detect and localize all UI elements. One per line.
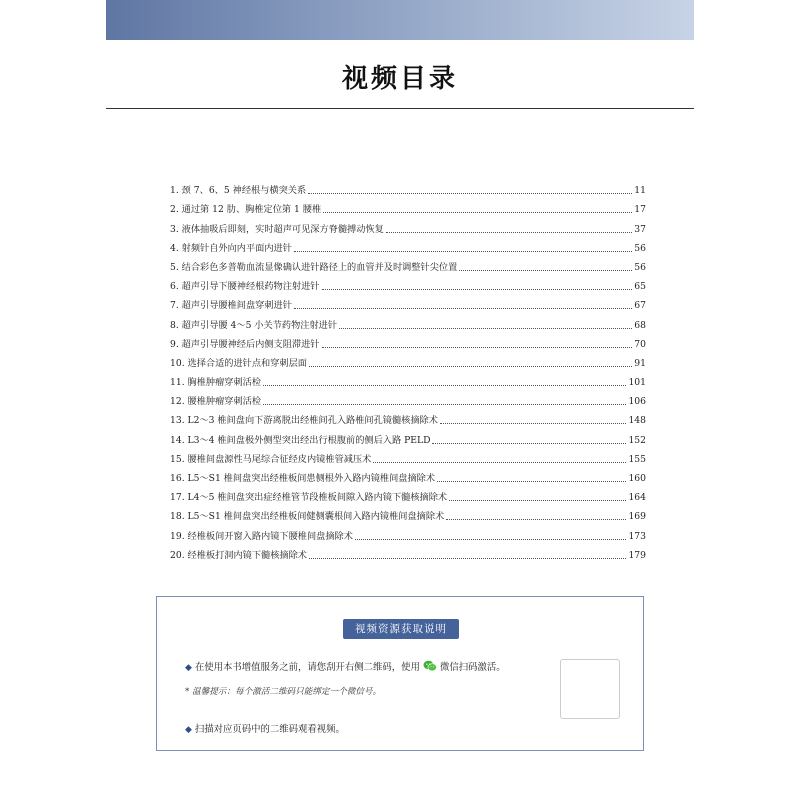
toc-entry-page: 11 — [634, 185, 646, 197]
toc-leader-dots — [432, 443, 626, 444]
toc-entry-title: 19. 经椎板间开窗入路内镜下腰椎间盘摘除术 — [170, 530, 353, 542]
toc-entry[interactable] — [170, 236, 646, 255]
instruction-1-suffix: 微信扫码激活。 — [439, 662, 506, 673]
video-resource-box — [156, 596, 644, 751]
toc-entry-title: 3. 液体抽吸后即刻，实时超声可见深方脊髓搏动恢复 — [170, 223, 384, 235]
toc-entry-title: 8. 超声引导腰 4～5 小关节药物注射进针 — [170, 319, 338, 331]
toc-entry-page: 70 — [634, 338, 646, 350]
toc-leader-dots — [440, 423, 627, 424]
toc-entry-page: 160 — [628, 473, 646, 484]
toc-entry-title: 11. 胸椎肿瘤穿刺活检 — [170, 377, 262, 389]
toc-leader-dots — [437, 481, 626, 482]
toc-entry-title: 20. 经椎板打洞内镜下髓核摘除术 — [170, 549, 307, 561]
toc-entry-title: 15. 腰椎间盘源性马尾综合征经皮内镜椎管减压术 — [170, 453, 372, 465]
toc-leader-dots — [308, 193, 632, 194]
toc-entry-title: 6. 超声引导下腰神经根药物注射进针 — [170, 281, 320, 293]
toc-leader-dots — [322, 347, 633, 348]
toc-entry-title: 4. 射频针自外向内平面内进针 — [170, 242, 292, 254]
video-box-title: 视频资源获取说明 — [343, 619, 459, 639]
toc-entry-title: 14. L3～4 椎间盘极外侧型突出经出行根腹前的侧后入路 PELD — [170, 434, 431, 446]
toc-entry[interactable] — [170, 389, 646, 408]
toc-entry-page: 65 — [634, 281, 646, 293]
toc-leader-dots — [294, 251, 632, 252]
toc-leader-dots — [322, 289, 633, 290]
toc-entry[interactable] — [170, 543, 646, 562]
toc-entry-title: 10. 选择合适的进针点和穿刺层面 — [170, 357, 307, 369]
toc-leader-dots — [263, 385, 626, 386]
toc-entry-page: 37 — [634, 223, 646, 235]
instruction-2-text: 扫描对应页码中的二维码观看视频。 — [194, 724, 345, 735]
toc-entry-page: 17 — [634, 204, 646, 216]
toc-entry[interactable] — [170, 312, 646, 331]
toc-entry-page: 91 — [634, 357, 646, 369]
reminder-note: * 温馨提示：每个激活二维码只能绑定一个微信号。 — [185, 687, 382, 697]
toc-leader-dots — [323, 212, 632, 213]
toc-entry-page: 56 — [634, 261, 646, 273]
toc-entry-page: 155 — [628, 453, 646, 465]
toc-entry-title: 12. 腰椎肿瘤穿刺活检 — [170, 396, 262, 408]
toc-leader-dots — [263, 404, 626, 405]
toc-leader-dots — [446, 519, 626, 520]
toc-leader-dots — [355, 539, 627, 540]
toc-entry[interactable] — [170, 293, 646, 312]
toc-entry-page: 101 — [628, 377, 646, 389]
toc-entry[interactable] — [170, 427, 646, 446]
toc-leader-dots — [339, 328, 632, 329]
wechat-icon — [423, 660, 437, 672]
instruction-1-text: 在使用本书增值服务之前，请您刮开右侧二维码，使用 — [194, 662, 420, 673]
page-title: 视频目录 — [341, 64, 458, 94]
toc-entry-title: 18. L5～S1 椎间盘突出经椎板间健侧囊根间入路内镜椎间盘摘除术 — [170, 511, 445, 523]
toc-leader-dots — [459, 270, 632, 271]
toc-entry[interactable] — [170, 332, 646, 351]
toc-entry[interactable] — [170, 274, 646, 293]
toc-leader-dots — [294, 308, 632, 309]
toc-entry-title: 17. L4～5 椎间盘突出症经椎管节段椎板间隙入路内镜下髓核摘除术 — [170, 492, 448, 504]
toc-entry-page: 148 — [628, 415, 646, 427]
toc-entry[interactable] — [170, 370, 646, 389]
toc-entry-page: 179 — [628, 549, 646, 561]
toc-entry[interactable] — [170, 178, 646, 197]
toc-entry[interactable] — [170, 504, 646, 523]
toc-entry[interactable] — [170, 255, 646, 274]
toc-leader-dots — [309, 558, 626, 559]
toc-entry[interactable] — [170, 485, 646, 504]
toc-entry-page: 152 — [628, 434, 646, 446]
toc-leader-dots — [449, 500, 626, 501]
diamond-bullet-icon: ◆ — [185, 663, 192, 673]
toc-entry-title: 5. 结合彩色多普勒血流显像确认进针路径上的血管并及时调整针尖位置 — [170, 261, 458, 273]
toc-entry-page: 67 — [634, 300, 646, 312]
toc-entry-title: 16. L5～S1 椎间盘突出经椎板间患侧根外入路内镜椎间盘摘除术 — [170, 473, 436, 484]
toc-entry-title: 13. L2～3 椎间盘向下游离脱出经椎间孔入路椎间孔镜髓核摘除术 — [170, 415, 438, 427]
title-area — [106, 40, 694, 108]
toc-leader-dots — [386, 232, 632, 233]
toc-entry-title: 2. 通过第 12 肋、胸椎定位第 1 腰椎 — [170, 204, 322, 216]
instruction-line-1 — [185, 659, 506, 673]
toc-entry-title: 7. 超声引导腰椎间盘穿刺进针 — [170, 300, 292, 312]
toc-leader-dots — [309, 366, 632, 367]
title-divider — [106, 108, 694, 109]
toc-entry-page: 173 — [628, 530, 646, 542]
toc-entry[interactable] — [170, 216, 646, 235]
toc-entry[interactable] — [170, 523, 646, 542]
diamond-bullet-icon: ◆ — [185, 725, 192, 735]
toc-entry-page: 169 — [628, 511, 646, 523]
toc-entry-page: 68 — [634, 319, 646, 331]
qr-code-placeholder[interactable] — [560, 659, 620, 719]
table-of-contents — [170, 178, 646, 562]
toc-leader-dots — [373, 462, 626, 463]
toc-entry-title: 1. 颈 7、6、5 神经根与横突关系 — [170, 185, 307, 197]
toc-entry[interactable] — [170, 466, 646, 485]
header-band — [106, 0, 694, 40]
toc-entry-title: 9. 超声引导腰神经后内侧支阻滞进针 — [170, 338, 320, 350]
toc-entry-page: 56 — [634, 242, 646, 254]
toc-entry-page: 164 — [628, 492, 646, 504]
instruction-line-2 — [185, 721, 345, 735]
toc-entry-page: 106 — [628, 396, 646, 408]
toc-entry[interactable] — [170, 408, 646, 427]
toc-entry[interactable] — [170, 197, 646, 216]
toc-entry[interactable] — [170, 447, 646, 466]
toc-entry[interactable] — [170, 351, 646, 370]
